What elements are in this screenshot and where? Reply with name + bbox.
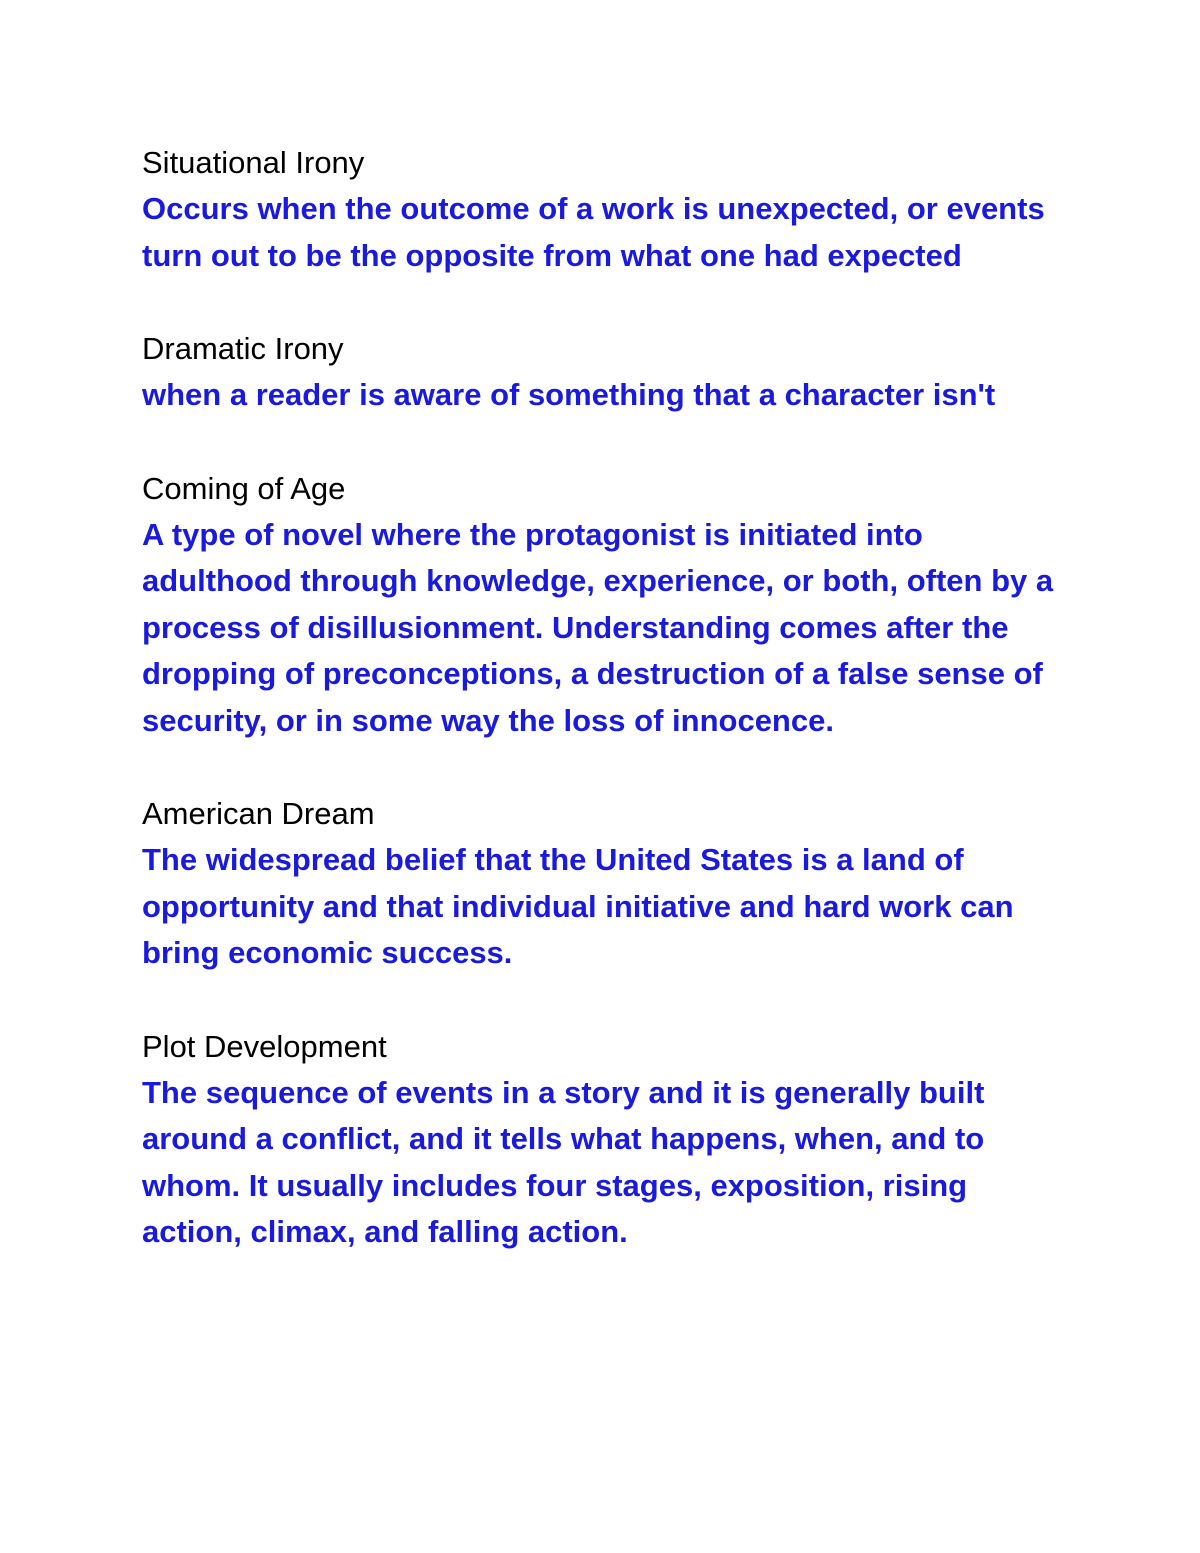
definition-text: A type of novel where the protagonist is initiated into adulthood through knowledge, experience, or both, often by a process of disillusionment. Understanding comes after the dropping of preconceptions, a destruction of a false sense of security, or in some way the loss of innocence.	[142, 516, 1054, 738]
term-label: American Dream	[142, 796, 375, 831]
entry-situational-irony	[142, 140, 1072, 279]
definition-text: The sequence of events in a story and it is generally built around a conflict, and it tells what happens, when, and to whom. It usually includes four stages, exposition, rising action, climax, and falling action.	[142, 1074, 985, 1249]
entry-dramatic-irony	[142, 326, 1072, 419]
entry-coming-of-age	[142, 466, 1072, 745]
term-label: Plot Development	[142, 1028, 387, 1064]
term-label: Coming of Age	[142, 470, 346, 506]
definition-text: Occurs when the outcome of a work is unexpected, or events turn out to be the opposite from what one had expected	[142, 191, 1045, 273]
entry-plot-development	[142, 1024, 1072, 1256]
term-label: Situational Irony	[142, 145, 365, 180]
flashcard-page	[142, 140, 1072, 1303]
definition-text: The widespread belief that the United States is a land of opportunity and that individual initiative and hard work can bring economic success.	[142, 842, 1014, 970]
entry-american-dream	[142, 791, 1072, 977]
term-label: Dramatic Irony	[142, 331, 344, 366]
definition-text: when a reader is aware of something that a character isn't	[142, 377, 996, 412]
